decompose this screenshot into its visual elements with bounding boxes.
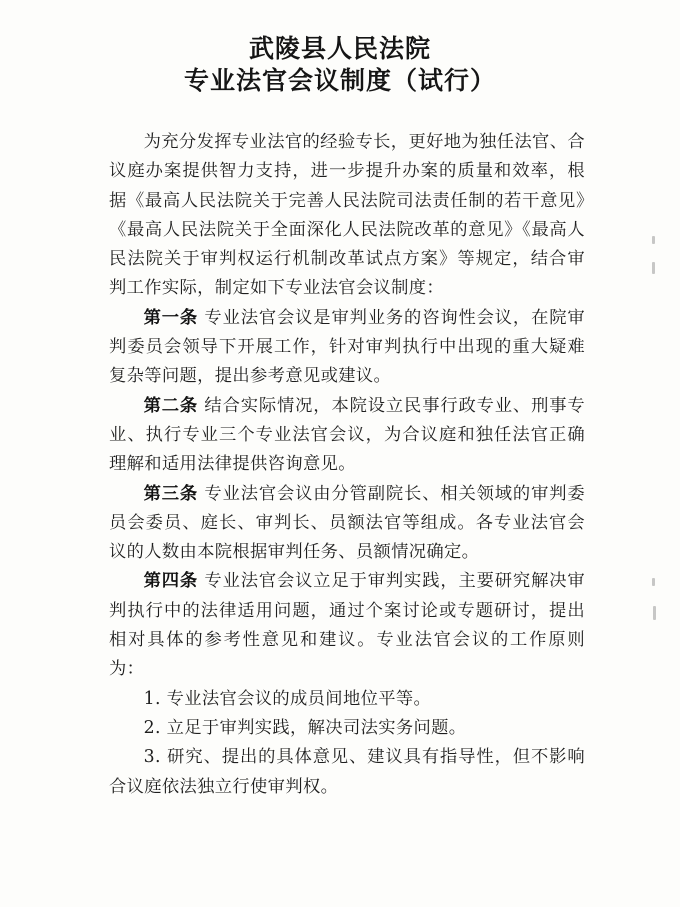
article-4-text: 专业法官会议立足于审判实践，主要研究解决审判执行中的法律适用问题，通过个案讨论或专题研讨，提出相对具体的参考性意见和建议。专业法官会议的工作原则为： <box>109 571 586 680</box>
preamble-paragraph: 为充分发挥专业法官的经验专长，更好地为独任法官、合议庭办案提供智力支持，进一步提升办案的质量和效率，根据《最高人民法院关于完善人民法院司法责任制的若干意见》《最高人民法院关于全面深化人民法院改革的意见》《最高人民法院关于审判权运行机制改革试点方案》等规定，结合审判工作实际，制定如下专业法官会议制度： <box>109 132 585 299</box>
article-2-label: 第二条 <box>143 395 199 416</box>
document-title-regulation: 专业法官会议制度（试行） <box>183 66 496 95</box>
article-2 <box>109 392 585 480</box>
article-4-label: 第四条 <box>143 571 199 592</box>
document-title-court: 武陵县人民法院 <box>248 34 431 63</box>
document-body <box>109 128 585 802</box>
principle-item: 2. 立足于审判实践，解决司法实务问题。 <box>143 717 467 738</box>
principle-item: 3. 研究、提出的具体意见、建议具有指导性，但不影响合议庭依法独立行使审判权。 <box>109 747 585 797</box>
article-3 <box>109 480 585 568</box>
article-1-label: 第一条 <box>143 307 199 328</box>
article-2-text: 结合实际情况，本院设立民事行政专业、刑事专业、执行专业三个专业法官会议，为合议庭和独任法官正确理解和适用法律提供咨询意见。 <box>109 395 586 475</box>
scan-speck <box>652 236 655 244</box>
article-3-text: 专业法官会议由分管副院长、相关领域的审判委员会委员、庭长、审判长、员额法官等组成。各专业法官会议的人数由本院根据审判任务、员额情况确定。 <box>109 483 586 563</box>
scan-speck <box>652 262 655 274</box>
principle-item: 1. 专业法官会议的成员间地位平等。 <box>143 688 432 709</box>
article-1-text: 专业法官会议是审判业务的咨询性会议，在院审判委员会领导下开展工作，针对审判执行中出现的重大疑难复杂等问题，提出参考意见或建议。 <box>109 307 586 387</box>
article-4 <box>109 567 585 684</box>
scan-speck <box>653 606 656 620</box>
scan-speck <box>652 578 655 586</box>
article-1 <box>109 304 585 392</box>
article-3-label: 第三条 <box>143 483 199 504</box>
